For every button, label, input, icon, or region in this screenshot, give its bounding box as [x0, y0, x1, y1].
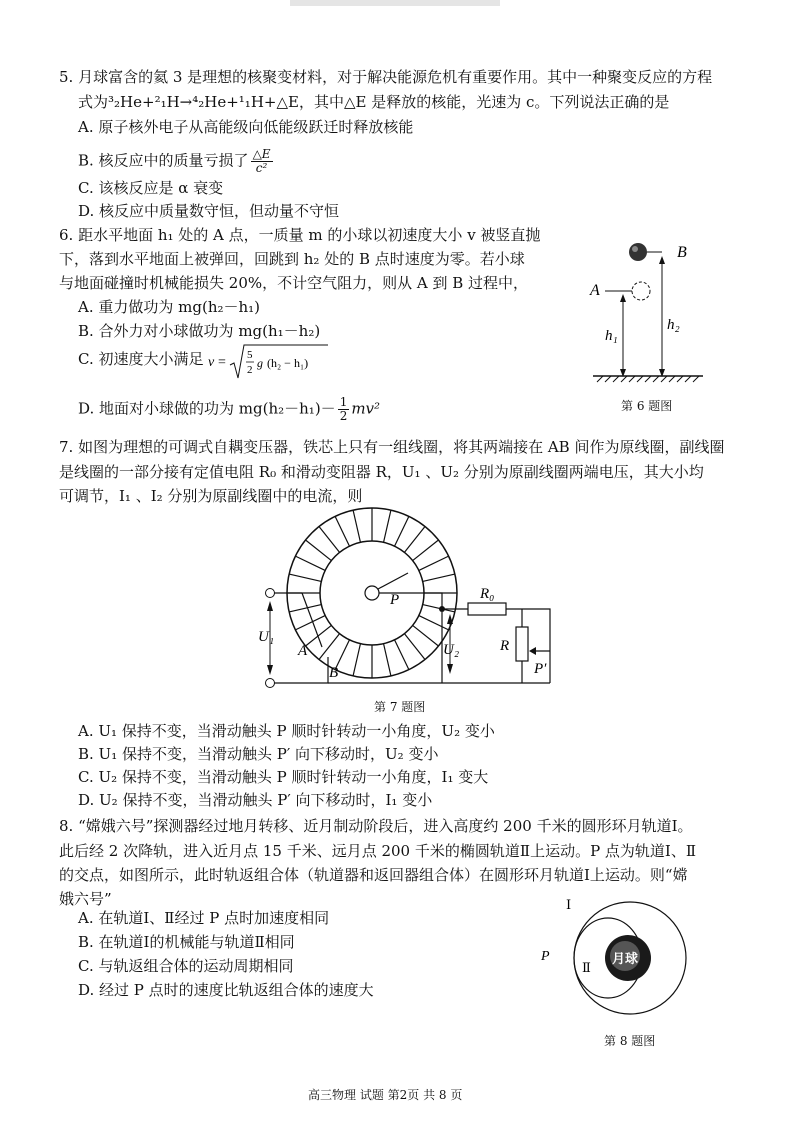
- q5-equation: ³₂He+²₁H→⁴₂He+¹₁H+△E: [108, 93, 299, 111]
- q6-stem-line2: 下，落到水平地面上被弹回，回跳到 h₂ 处的 B 点时速度为零。若小球: [59, 250, 525, 268]
- q6-stem-line1: 6. 距水平地面 h₁ 处的 A 点，一质量 m 的小球以初速度大小 v 被竖直抛: [59, 226, 541, 244]
- label-p: P: [541, 949, 550, 964]
- q6-option-d: [78, 396, 380, 423]
- coil-turn: [353, 510, 360, 542]
- q7-stem-line2: 是线圈的一部分接有定值电阻 R₀ 和滑动变阻器 R，U₁ 、U₂ 分别为原副线圈两端电压，其大小均: [59, 463, 704, 481]
- q8-option-d: D. 经过 P 点时的速度比轨返组合体的速度大: [78, 981, 374, 999]
- u2-arrow-down: [447, 664, 453, 674]
- coil-turn: [423, 605, 455, 612]
- coil-turn: [295, 616, 325, 630]
- q7-stem-line1: 7. 如图为理想的可调式自耦变压器，铁芯上只有一组线圈，将其两端接在 AB 间作为原线圈，副线圈: [59, 438, 725, 456]
- label-u1: U₁: [258, 629, 275, 645]
- formula-num: 5: [247, 349, 253, 361]
- label-p: P: [390, 592, 400, 608]
- coil-turn: [419, 556, 449, 570]
- q6-option-d-fraction: [338, 396, 350, 423]
- q5-option-b-text: B. 核反应中的质量亏损了: [78, 151, 249, 170]
- q8-figure: [530, 892, 710, 1032]
- label-b: B: [677, 244, 687, 261]
- label-p-prime: P′: [534, 661, 547, 677]
- h2-arrow-up: [659, 256, 665, 264]
- fraction-denominator: c²: [255, 161, 268, 175]
- coil-turn: [419, 616, 449, 630]
- coil-turn: [384, 644, 391, 676]
- fraction-denominator: 2: [339, 409, 348, 423]
- q7-option-c: C. U₂ 保持不变，当滑动触头 P 顺时针转动一小角度，I₁ 变大: [78, 768, 489, 786]
- q7-figure-caption: 第 7 题图: [374, 700, 426, 714]
- q6-figure-caption: 第 6 题图: [621, 399, 673, 413]
- coil-turn: [395, 516, 409, 546]
- slider-p-prime-arrow: [529, 647, 536, 655]
- coil-turn: [404, 527, 425, 553]
- slider-arm: [378, 573, 408, 589]
- label-a: A: [590, 282, 600, 299]
- q5-stem-line2: [78, 91, 669, 113]
- q6-option-d-text: D. 地面对小球做的功为 mg(h₂－h₁)－: [78, 399, 336, 418]
- fraction-numerator: 1: [339, 395, 348, 409]
- resistor-r0: [468, 603, 506, 615]
- coil-turn: [295, 556, 325, 570]
- q7-option-a: A. U₁ 保持不变，当滑动触头 P 顺时针转动一小角度，U₂ 变小: [78, 722, 495, 740]
- q8-stem-line4: 娥六号”: [59, 890, 112, 908]
- q5-stem-line1: 5. 月球富含的氦 3 是理想的核聚变材料，对于解决能源危机有重要作用。其中一种聚变反应的方程: [59, 68, 713, 86]
- q6-stem-line3: 与地面碰撞时机械能损失 20%，不计空气阻力，则从 A 到 B 过程中，: [59, 274, 529, 292]
- wire-a-coil: [302, 593, 322, 647]
- coil-turn: [413, 625, 439, 646]
- q6-option-a: A. 重力做功为 mg(h₂－h₁): [78, 298, 261, 316]
- coil-turn: [289, 574, 321, 581]
- formula-den: 2: [247, 364, 253, 376]
- label-b: B: [329, 665, 339, 681]
- q8-stem-line2: 此后经 2 次降轨，进入近月点 15 千米、远月点 200 千米的椭圆轨道Ⅱ上运动。P 点为轨道Ⅰ、Ⅱ: [59, 842, 697, 860]
- label-r: R: [500, 638, 510, 654]
- scan-artifact: [290, 0, 500, 6]
- resistor-r: [516, 627, 528, 661]
- u1-arrow-down: [267, 665, 273, 675]
- coil-turn: [306, 540, 332, 561]
- q7-option-b: B. U₁ 保持不变，当滑动触头 P′ 向下移动时，U₂ 变小: [78, 745, 439, 763]
- q7-figure: [250, 505, 570, 695]
- coil-turn: [384, 510, 391, 542]
- formula-v: v: [208, 355, 215, 370]
- u2-arrow-up: [447, 614, 453, 624]
- q5-option-d: D. 核反应中质量数守恒，但动量不守恒: [78, 202, 340, 220]
- coil-turn: [289, 605, 321, 612]
- coil-turn: [413, 540, 439, 561]
- q8-stem-line1: 8. “嫦娥六号”探测器经过地月转移、近月制动阶段后，进入高度约 200 千米的圆形环月轨道Ⅰ。: [59, 817, 693, 835]
- coil-turn: [395, 640, 409, 670]
- q8-option-c: C. 与轨返组合体的运动周期相同: [78, 957, 294, 975]
- u1-arrow-up: [267, 601, 273, 611]
- q6-option-c-text: C. 初速度大小满足: [78, 350, 204, 368]
- q8-option-a: A. 在轨道Ⅰ、Ⅱ经过 P 点时加速度相同: [78, 909, 330, 927]
- formula-body: (h₂ − h₁): [267, 356, 309, 370]
- q5-stem-post: ，其中△E 是释放的核能，光速为 c。下列说法正确的是: [298, 93, 670, 111]
- slider-pivot: [365, 586, 379, 600]
- q7-option-d: D. U₂ 保持不变，当滑动触头 P′ 向下移动时，I₁ 变小: [78, 791, 433, 809]
- label-h2: h₂: [667, 317, 680, 333]
- label-h1: h₁: [605, 328, 618, 344]
- terminal-top: [266, 589, 275, 598]
- label-a: A: [298, 643, 308, 659]
- moon-label: 月球: [612, 951, 639, 966]
- q5-option-b: [78, 148, 275, 175]
- q5-option-a: A. 原子核外电子从高能级向低能级跃迁时释放核能: [78, 118, 414, 136]
- formula-g: g: [257, 356, 263, 370]
- label-r0: R₀: [480, 586, 495, 602]
- q5-option-b-fraction: [251, 148, 273, 175]
- coil-turn: [335, 516, 349, 546]
- q6-option-c: [78, 348, 203, 370]
- q8-option-b: B. 在轨道Ⅰ的机械能与轨道Ⅱ相同: [78, 933, 295, 951]
- coil-turn: [404, 634, 425, 660]
- terminal-bottom: [266, 679, 275, 688]
- h1-arrow-up: [620, 294, 626, 302]
- q5-option-c: C. 该核反应是 α 衰变: [78, 179, 224, 197]
- q8-stem-line3: 的交点，如图所示，此时轨返组合体（轨道器和返回器组合体）在圆形环月轨道Ⅰ上运动。则“嫦: [59, 866, 688, 884]
- label-u2: U₂: [443, 642, 460, 658]
- coil-turn: [319, 527, 340, 553]
- label-orbit-ii: Ⅱ: [582, 960, 591, 975]
- q6-option-b: B. 合外力对小球做功为 mg(h₁－h₂): [78, 322, 321, 340]
- page-footer: 高三物理 试题 第2页 共 8 页: [308, 1088, 463, 1102]
- q6-figure: [585, 232, 710, 392]
- label-orbit-i: Ⅰ: [566, 897, 572, 912]
- formula-equals: =: [218, 355, 226, 370]
- q8-figure-caption: 第 8 题图: [604, 1034, 656, 1048]
- coil-turn: [423, 574, 455, 581]
- ball-at-b: [629, 243, 647, 261]
- q5-stem-pre: 式为: [78, 93, 109, 111]
- ball-at-a: [632, 282, 650, 300]
- fraction-numerator: △E: [252, 147, 271, 161]
- coil-turn: [353, 644, 360, 676]
- q6-option-d-tail: mv²: [351, 399, 381, 418]
- ball-highlight: [632, 246, 638, 252]
- ground-hatch: [597, 376, 699, 382]
- q6-option-c-formula: [206, 341, 331, 383]
- q7-stem-line3: 可调节，I₁ 、I₂ 分别为原副线圈中的电流，则: [59, 487, 363, 505]
